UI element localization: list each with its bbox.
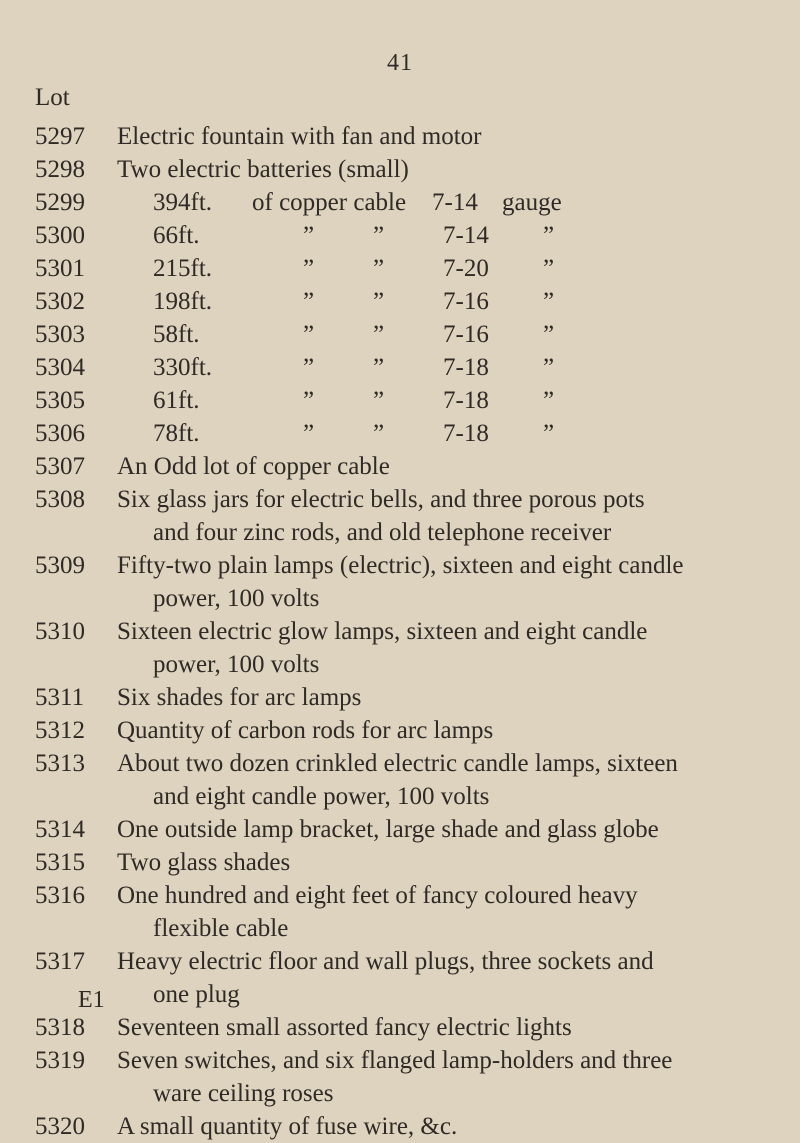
lot-description-line: One hundred and eight feet of fancy coloured heavy xyxy=(117,882,638,909)
lot-number: 5316 xyxy=(35,882,85,909)
lot-row xyxy=(35,747,775,813)
lot-list xyxy=(35,120,775,1143)
lot-description-line: Six glass jars for electric bells, and three porous pots xyxy=(117,486,645,513)
lot-description-line: Seventeen small assorted fancy electric lights xyxy=(117,1014,572,1041)
ditto-mark: ” xyxy=(543,288,555,315)
lot-description xyxy=(117,120,775,153)
cable-gauge: 7-14 xyxy=(432,189,478,216)
lot-description xyxy=(117,450,775,483)
lot-description xyxy=(117,1011,775,1044)
lot-description xyxy=(117,186,775,219)
lot-number: 5311 xyxy=(35,684,85,711)
lot-number: 5297 xyxy=(35,123,85,150)
lot-description xyxy=(117,318,775,351)
lot-description xyxy=(117,846,775,879)
lot-number: 5306 xyxy=(35,420,85,447)
cable-length: 58ft. xyxy=(153,321,200,348)
ditto-mark: ” xyxy=(543,420,555,447)
cable-gauge: 7-16 xyxy=(443,288,489,315)
cable-text: of copper cable xyxy=(252,189,407,216)
lot-number: 5318 xyxy=(35,1014,85,1041)
lot-number: 5309 xyxy=(35,552,85,579)
cable-length: 394ft. xyxy=(153,189,213,216)
lot-description-continuation: power, 100 volts xyxy=(153,585,320,612)
lot-number: 5300 xyxy=(35,222,85,249)
lot-description xyxy=(117,285,775,318)
lot-description-line: Two electric batteries (small) xyxy=(117,156,409,183)
lot-row-cable xyxy=(35,417,775,450)
lot-row xyxy=(35,714,775,747)
cable-length: 198ft. xyxy=(153,288,213,315)
lot-description-line: An Odd lot of copper cable xyxy=(117,453,390,480)
cable-table xyxy=(35,219,775,450)
lot-description-line: Fifty-two plain lamps (electric), sixteen and eight candle xyxy=(117,552,684,579)
ditto-mark: ” xyxy=(543,321,555,348)
cable-length: 66ft. xyxy=(153,222,200,249)
ditto-mark: ” xyxy=(373,321,385,348)
ditto-mark: ” xyxy=(303,354,315,381)
lot-description-line: One outside lamp bracket, large shade and glass globe xyxy=(117,816,659,843)
ditto-mark: ” xyxy=(373,288,385,315)
lot-row-cable xyxy=(35,351,775,384)
cable-gauge: 7-18 xyxy=(443,420,489,447)
cable-length: 215ft. xyxy=(153,255,213,282)
lot-group-top xyxy=(35,120,775,186)
ditto-mark: ” xyxy=(543,255,555,282)
ditto-mark: ” xyxy=(303,288,315,315)
cable-length: 78ft. xyxy=(153,420,200,447)
lot-number: 5304 xyxy=(35,354,85,381)
cable-gauge: 7-16 xyxy=(443,321,489,348)
cable-gauge: 7-20 xyxy=(443,255,489,282)
lot-column-header: Lot xyxy=(35,84,70,111)
lot-row xyxy=(35,813,775,846)
lot-number: 5303 xyxy=(35,321,85,348)
ditto-mark: ” xyxy=(543,387,555,414)
ditto-mark: ” xyxy=(303,420,315,447)
lot-number: 5307 xyxy=(35,453,85,480)
lot-description-continuation: and four zinc rods, and old telephone receiver xyxy=(153,519,612,546)
lot-number: 5302 xyxy=(35,288,85,315)
lot-number: 5315 xyxy=(35,849,85,876)
lot-description xyxy=(117,1110,775,1143)
lot-description-continuation: flexible cable xyxy=(153,915,289,942)
lot-description-line: A small quantity of fuse wire, &c. xyxy=(117,1113,458,1140)
lot-row-cable xyxy=(35,219,775,252)
ditto-mark: ” xyxy=(373,354,385,381)
lot-description xyxy=(117,615,775,681)
cable-gauge: 7-14 xyxy=(443,222,489,249)
lot-row xyxy=(35,681,775,714)
ditto-mark: ” xyxy=(303,321,315,348)
lot-description xyxy=(117,879,775,945)
ditto-mark: ” xyxy=(303,222,315,249)
cable-length: 61ft. xyxy=(153,387,200,414)
ditto-mark: ” xyxy=(303,255,315,282)
lot-description-line: Heavy electric floor and wall plugs, three sockets and xyxy=(117,948,654,975)
ditto-mark: ” xyxy=(373,420,385,447)
lot-description xyxy=(117,945,775,1011)
lot-row-cable xyxy=(35,252,775,285)
lot-description-line: Two glass shades xyxy=(117,849,291,876)
lot-description-continuation: one plug xyxy=(153,981,240,1008)
lot-row xyxy=(35,846,775,879)
lot-row xyxy=(35,945,775,1011)
lot-row xyxy=(35,1110,775,1143)
ditto-mark: ” xyxy=(543,354,555,381)
lot-row xyxy=(35,483,775,549)
lot-description xyxy=(117,351,775,384)
lot-row xyxy=(35,153,775,186)
lot-description xyxy=(117,219,775,252)
lot-description-line: Quantity of carbon rods for arc lamps xyxy=(117,717,494,744)
lot-description-line: Six shades for arc lamps xyxy=(117,684,362,711)
lot-number: 5305 xyxy=(35,387,85,414)
lot-row-cable xyxy=(35,285,775,318)
lot-row xyxy=(35,615,775,681)
lot-description xyxy=(117,681,775,714)
lot-description xyxy=(117,1044,775,1110)
cable-length: 330ft. xyxy=(153,354,213,381)
lot-number: 5308 xyxy=(35,486,85,513)
lot-description-line: Sixteen electric glow lamps, sixteen and eight candle xyxy=(117,618,648,645)
lot-number: 5310 xyxy=(35,618,85,645)
cable-gauge: 7-18 xyxy=(443,387,489,414)
lot-number: 5319 xyxy=(35,1047,85,1074)
lot-description xyxy=(117,153,775,186)
lot-number: 5301 xyxy=(35,255,85,282)
lot-description-continuation: and eight candle power, 100 volts xyxy=(153,783,490,810)
lot-description-continuation: ware ceiling roses xyxy=(153,1080,334,1107)
page-number: 41 xyxy=(387,50,413,76)
lot-number: 5320 xyxy=(35,1113,85,1140)
lot-description xyxy=(117,483,775,549)
lot-group-bottom xyxy=(35,450,775,1143)
lot-description xyxy=(117,384,775,417)
ditto-mark: ” xyxy=(543,222,555,249)
ditto-mark: ” xyxy=(373,255,385,282)
lot-row-cable-head xyxy=(35,186,775,219)
lot-description-continuation: power, 100 volts xyxy=(153,651,320,678)
lot-row xyxy=(35,549,775,615)
lot-description xyxy=(117,714,775,747)
cable-unit: gauge xyxy=(502,189,562,216)
ditto-mark: ” xyxy=(373,387,385,414)
lot-row xyxy=(35,1044,775,1110)
lot-description xyxy=(117,252,775,285)
signature-mark: E1 xyxy=(78,987,105,1013)
lot-number: 5299 xyxy=(35,189,85,216)
lot-description-line: Electric fountain with fan and motor xyxy=(117,123,482,150)
lot-row xyxy=(35,1011,775,1044)
lot-row-cable xyxy=(35,318,775,351)
lot-row xyxy=(35,879,775,945)
lot-number: 5298 xyxy=(35,156,85,183)
lot-number: 5313 xyxy=(35,750,85,777)
ditto-mark: ” xyxy=(303,387,315,414)
lot-row xyxy=(35,120,775,153)
lot-description xyxy=(117,549,775,615)
lot-description xyxy=(117,813,775,846)
lot-description-line: Seven switches, and six flanged lamp-holders and three xyxy=(117,1047,673,1074)
cable-gauge: 7-18 xyxy=(443,354,489,381)
lot-description xyxy=(117,747,775,813)
lot-number: 5317 xyxy=(35,948,85,975)
lot-row-cable xyxy=(35,384,775,417)
lot-number: 5312 xyxy=(35,717,85,744)
ditto-mark: ” xyxy=(373,222,385,249)
lot-description xyxy=(117,417,775,450)
lot-description-line: About two dozen crinkled electric candle lamps, sixteen xyxy=(117,750,678,777)
lot-number: 5314 xyxy=(35,816,85,843)
lot-row xyxy=(35,450,775,483)
